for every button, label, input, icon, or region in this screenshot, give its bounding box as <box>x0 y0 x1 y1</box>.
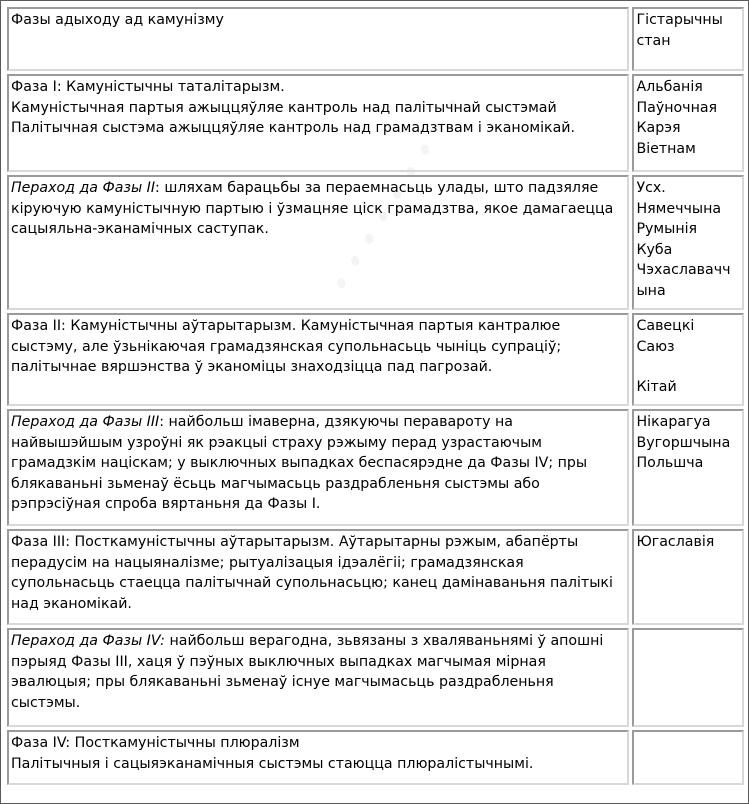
phases-table <box>4 4 747 788</box>
country-cell <box>632 409 744 526</box>
country-name: Нікарагуа <box>636 414 711 430</box>
phase-name: Фаза I: Камуністычны таталітарызм. <box>11 79 285 95</box>
country-name: Югаславія <box>636 534 715 550</box>
table-row <box>7 175 744 310</box>
country-name: Паўночная <box>636 99 718 116</box>
header-phase-label: Фазы адыходу ад камунізму <box>11 12 224 28</box>
country-cell <box>632 74 744 172</box>
phase-description-cell <box>7 313 629 406</box>
country-cell <box>632 730 744 785</box>
country-cell <box>632 529 744 625</box>
country-name: Альбанія <box>636 79 703 95</box>
country-cell <box>632 175 744 310</box>
transition-name: Пераход да Фазы II <box>11 180 156 196</box>
header-country-label-1: Гістарычны <box>636 12 723 28</box>
phase-description-cell <box>7 529 629 625</box>
table-row <box>7 313 744 406</box>
transition-name: Пераход да Фазы III <box>11 414 160 430</box>
phase-name: Фаза II: Камуністычны аўтарытарызм. <box>11 318 297 334</box>
phase-description-line: Палітычныя і сацыяэканамічныя сыстэмы стаюцца плюралістычнымі. <box>11 755 534 772</box>
phase-description-line: Камуністычная партыя ажыццяўляе кантроль над палітычнай сыстэмай <box>11 99 557 116</box>
header-country-cell <box>632 7 744 71</box>
country-name: Кітай <box>636 379 677 395</box>
table-row <box>7 529 744 625</box>
phase-description-line: Палітычная сыстэма ажыццяўляе кантроль над грамадзтвам і эканомікай. <box>11 120 576 136</box>
phase-description: Аўтарытарны рэжым, абапёрты перадусім на нацыяналізме; рытуалізацыя ідэалёгіі; грамадзянская супольнасьць стаецца палітычнай супольнасьцю; канец дамінаваньня палітыкі над эканомікай. <box>11 534 613 612</box>
country-name: Усх. <box>636 180 666 196</box>
header-phase-cell <box>7 7 629 71</box>
phase-description-cell <box>7 74 629 172</box>
transition-description: : шляхам барацьбы за пераемнасьць улады, што падзяляе кіруючую камуністычную партыю і ўзмацняе ціск грамадзтва, якое дамагаецца сацыяльна-эканамічных саступак. <box>11 180 614 237</box>
header-country-label-2: стан <box>636 32 671 49</box>
phase-description-cell <box>7 409 629 526</box>
country-name: Вугоршчына <box>636 434 731 451</box>
country-name: Саюз <box>636 338 675 355</box>
phase-description: Камуністычная партыя кантралюе сыстэму, але ўзьнікаючая грамадзянская супольнасьць чыніць супраціў; палітычнае вяршэнства ў эканоміцы знаходзіцца пад пагрозай. <box>11 318 562 375</box>
country-name: Румынія <box>636 221 698 237</box>
country-name: Карэя <box>636 120 681 136</box>
phase-description-cell <box>7 730 629 785</box>
phase-description-cell <box>7 175 629 310</box>
country-name: Чэхаславаччына <box>636 262 731 299</box>
phase-name: Фаза IV: Посткамуністычны плюралізм <box>11 735 300 751</box>
country-name: Нямеччына <box>636 200 722 217</box>
country-name: Віетнам <box>636 140 696 157</box>
transition-description: : найбольш імаверна, дзякуючы перавароту на найвышэйшым узроўні як рэакцыі страху рэжыму перад узрастаючым грамадзкім націскам; у выключных выпадках беспасярэдне да Фазы IV; пры блякаваньні зьменаў ёсьць магчымасьць раздрабленьня сыстэмы або рэпрэсіўная спроба вяртаньня да Фазы I. <box>11 414 588 512</box>
country-name: Савецкі <box>636 318 695 334</box>
phase-description-cell <box>7 628 629 727</box>
transition-description: найбольш верагодна, зьвязаны з хваляваньнямі ў апошні пэрыяд Фазы III, хаця ў пэўных выключных выпадках магчымая мірная эвалюцыя; пры блякаваньні зьменаў існуе магчымасьць раздрабленьня сыстэмы. <box>11 633 604 711</box>
table-row <box>7 409 744 526</box>
table-header-row <box>7 7 744 71</box>
table-row <box>7 730 744 785</box>
transition-name: Пераход да Фазы IV: <box>11 633 165 649</box>
table-row <box>7 74 744 172</box>
country-name: Польшча <box>636 455 704 471</box>
table-row <box>7 628 744 727</box>
country-cell <box>632 628 744 727</box>
country-name: Куба <box>636 241 673 258</box>
phase-name: Фаза III: Посткамуністычны аўтарытарызм. <box>11 534 335 550</box>
country-cell <box>632 313 744 406</box>
